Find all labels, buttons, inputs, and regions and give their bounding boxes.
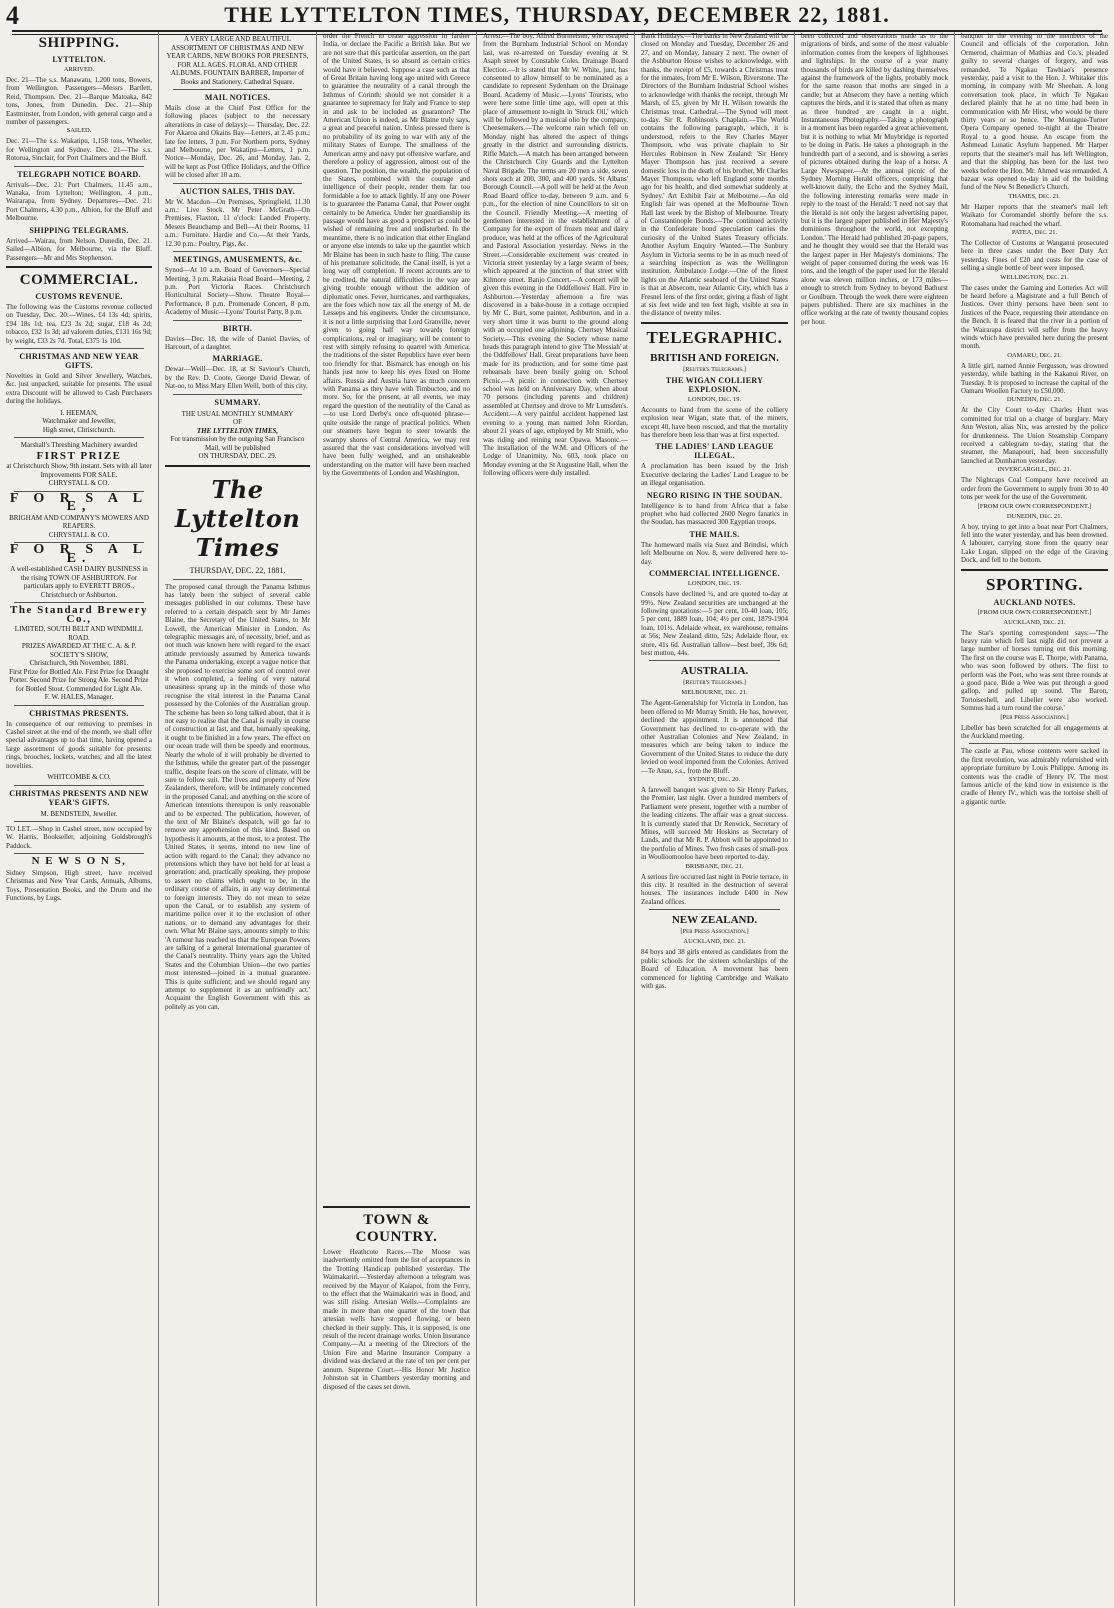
- birth-heading: BIRTH.: [222, 323, 253, 333]
- summary-advert: [165, 410, 310, 461]
- patea-dateline: PATEA, Dec. 21.: [1011, 228, 1058, 236]
- telegraph-notice-text: Arrivals—Dec. 21: Port Chalmers, 11.45 a.m., Wanaka, from Lyttelton; Wellington, 4 p.m., Wairarapa, from Sydney. Departures—Dec. 21: Port Chalmers, 4.30 p.m., Albion, for the Bluff and Melbourne.: [6, 180, 152, 223]
- for-sale-1: F O R S A L E,: [9, 490, 149, 515]
- summary-of: OF: [233, 418, 242, 427]
- commercial-dateline: LONDON, Dec. 19.: [687, 580, 742, 588]
- commercial-intelligence-heading: COMMERCIAL INTELLIGENCE.: [649, 569, 780, 579]
- bendstein-name: M. BENDSTEIN, Jeweller.: [40, 809, 118, 818]
- prizes-awarded: PRIZES AWARDED AT THE C. A. & P. SOCIETY'S SHOW,: [21, 642, 137, 659]
- column-7: [954, 32, 1114, 1606]
- marshall-text: Marshall's Threshing Machinery awarded: [20, 441, 138, 450]
- prizes-date: Christchurch, 9th November, 1881.: [29, 659, 129, 668]
- auckland-dateline: AUCKLAND, Dec. 21.: [683, 938, 746, 946]
- sydney-text: A farewell banquet was given to Sir Henry Parkes, the Premier, last night. Over a hundred members of Parliament were present, together with a number of the leading citizens. The affair was a great success. It is currently stated that Dr Renwick, Secretary of Mines, will succeed Mr Hoskins as Secretary of Lands, and that Mr R. P. Abbott will be appointed to the portfolio of Mines. Two fresh cases of small-pox in Woolloomooloo have been reported to-day.: [641, 786, 788, 862]
- melbourne-dateline: MELBOURNE, Dec. 21.: [681, 689, 748, 697]
- town-country-continued: Arrest.—The boy, Alfred Burmeister, who escaped from the Burnham Industrial School on Monday last, was re-arrested on Tuesday evening at St Asaph street by Constable Coles. Drainage Board Election.—It is stated that Mr W. White, junr, has consented to allow himself to be nominated as a candidate to represent Sydenham on the Drainage Board. Academy of Music.—Lyons' Tourists, who were here some little time ago, will open at this place of amusement to-night in 'Struck Oil,' which will be followed by a musical olio by the company. Cheesemakers.—The welcome rain which fell on Monday night has altered the aspect of things greatly in the district and surrounding districts. Rifle Match.—A match has been arranged between the Christchurch City Guards and the Lyttelton Naval Brigade. The terms are 20 men a side, seven shots each at 200, 300, and 400 yards. St Albans' Borough Council.—A poll will be held at the Avon Road Board office to-day, between 9 a.m. and 6 p.m., for the election of nine Councillors to sit on the Council. Friendly Meeting.—A meeting of gentlemen interested in the establishment of a Company for the export of frozen meat and dairy produce, was held at the offices of the Agricultural and Pastoral Association yesterday. News in the Street.—Considerable excitement was created in Victoria street yesterday by a large swarm of bees, which appeared at the junction of that street with Kilmore street. Banjo Concert.—A concert will be given this evening in the Oddfellows' Hall. Fire in Ashburton.—Yesterday afternoon a fire was discovered in a bake-house in a cottage occupied by Mr C. Burt, some painter, Ashburton, and in a very short time it was burnt to the ground along with an occupied one adjoining. Chertsey Musical Society.—This evening the Society whose name heads this paragraph intend to give 'The Messiah' at the Oddfellows' Hall. Great preparations have been made for its production, and for some time past rehearsals have been busily going on. School Picnic.—A picnic in connection with Chertsey school was held on Anniversary Day, when about 70 persons (including parents and children) assembled at Chertsey and drove to Mr Lumsden's. Accident.—A very painful accident happened last evening to a young man named John Riordan, about 21 years of age, employed by Mr Smith, who was riding and reining near Opawa. Masonic.—The installation of the W.M. and Officers of the Lodge of Unanimity, No. 603, took place on Monday evening at the St Augustine Hall, when the following officers were duly installed.: [483, 32, 628, 478]
- invercargill-dateline: INVERCARGILL, Dec. 21.: [997, 466, 1072, 474]
- brewery-heading: The Standard Brewery Co.,: [10, 604, 148, 625]
- auckland-notes-note: [FROM OUR OWN CORRESPONDENT.]: [977, 608, 1092, 616]
- column-3: [316, 32, 476, 1606]
- brigham-advert: [6, 490, 152, 540]
- negro-rising-text: Intelligence is to hand from Africa that a false prophet who had collected 2600 Negro fanatics in the Soudan, has massacred 300 Egyptian troops.: [641, 501, 788, 527]
- nz-press-note: [Per Press Association.]: [680, 928, 749, 936]
- telegraphic-heading: TELEGRAPHIC.: [646, 327, 783, 347]
- wellington-dateline: WELLINGTON, Dec. 21.: [1000, 273, 1069, 281]
- brewery-sub: LIMITED, SOUTH BELT AND WINDMILL ROAD.: [14, 625, 144, 642]
- dairy-advert: [6, 542, 152, 599]
- summary-sub: THE USUAL MONTHLY SUMMARY: [181, 409, 294, 418]
- prizes-list: First Prize for Bottled Ale. First Prize for Draught Porter. Second Prize for Strong Ale. Second Prize for Bottled Stout. Commended for Light Ale.: [9, 667, 149, 693]
- heeman-advert: [6, 409, 152, 435]
- christmas-ny-heading: CHRISTMAS PRESENTS AND NEW YEAR'S GIFTS.: [9, 788, 149, 807]
- reuters-note: [Reuter's Telegrams.]: [683, 365, 746, 373]
- novelties-text: Novelties in Gold and Silver Jewellery, Watches, &c. just unpacked, suitable for presents. The usual extra Discount will be allowed to Cash Purchasers during the holidays.: [6, 371, 152, 406]
- oamaru-text: A little girl, named Annie Fergusson, was drowned yesterday, while bathing in the Kakanui River, on Tuesday. It is proposed to increase the capital of the Oamaru Woollen Factory to £50,000.: [961, 361, 1108, 396]
- albums-advert: A VERY LARGE AND BEAUTIFUL ASSORTMENT OF CHRISTMAS AND NEW YEAR CARDS, NEW BOOKS FOR PRESENTS, FOR ALL AGES. FLORAL AND OTHER ALBUMS. FOUNTAIN BARBER, Importer of Books and Stationery, Cathedral Square.: [166, 35, 309, 86]
- town-country-continued-3: been collected and observations made as to the migrations of birds, and some of the most valuable information comes from the keepers of lighthouses and lightships. In the course of a year many thousands of birds are killed by dashing themselves against the framework of the lights, probably mock for the same reason that moths are singed in a candle; but at Absecom they have a netting which captures the birds, and it is stated that often as many as three hundred are caught in a night. Instantaneous Photography.—Taking a photograph in a moment has been regarded a great achievement, but it is nothing to what Mr Muybridge is reported to be doing in Paris. He takes a photograph in the hundredth part of a second, and is showing a series of pictures obtained during the leap of a horse. A Large Newspaper.—At the annual picnic of the Sydney Morning Herald officers, comprising that well-known daily, the Echo and the Sydney Mail, the following interesting remarks were made in reply to the toast of the Herald: 'I need not say that the Herald is not only the largest advertising paper, but it is the largest paper published in Her Majesty's dominions throughout the world, not excepting London.' The Herald had published 20-page papers, and he thought they would see that the Herald was the largest paper in Her Majesty's dominions. The weight of paper consumed during the week was 16 tons, and the length of the paper used for the Herald alone was eleven million inches, or 173 miles—enough to stretch from Sydney to beyond Bathurst or Goulburn. Through the week there were eighteen papers published. There are six machines in the office working at the rate of twenty thousand copies per hour.: [801, 32, 948, 326]
- page-number: 4: [6, 1, 19, 30]
- christmas-gifts-heading: CHRISTMAS AND NEW YEAR GIFTS.: [19, 351, 139, 370]
- wigan-text: Accounts to hand from the scene of the colliery explosion near Wigan, state that, of the miners, except 40, have been rescued, and that the mortality has therefore been less than was at first expected.: [641, 405, 788, 440]
- own-correspondent-note: [FROM OUR OWN CORRESPONDENT.]: [977, 502, 1092, 510]
- ladies-land-league-text: A proclamation has been issued by the Irish Executive declaring the Ladies' Land League to be an illegal organisation.: [641, 462, 788, 488]
- new-zealand-heading: NEW ZEALAND.: [671, 914, 758, 927]
- brisbane-dateline: BRISBANE, Dec. 21.: [685, 862, 744, 870]
- heeman-name: I. HEEMAN,: [60, 408, 98, 417]
- masthead: [0, 0, 1114, 28]
- column-4: [476, 32, 634, 1606]
- column-1: [0, 32, 158, 1606]
- dunedin2-dateline: DUNEDIN, Dec. 21.: [1006, 512, 1063, 520]
- brigham-text: BRIGHAM AND COMPANY'S MOWERS AND REAPERS.: [9, 513, 149, 531]
- newspaper-nameplate: The Lyttelton Times: [174, 474, 301, 562]
- brewery-advert: [6, 606, 152, 702]
- summary-heading: SUMMARY.: [214, 397, 261, 407]
- mails-heading: THE MAILS.: [689, 529, 740, 539]
- birth-text: Davies—Dec. 18, the wife of Daniel Davies, of Harcourt, of a daughter.: [165, 334, 310, 351]
- heeman-address: High street, Christchurch.: [42, 425, 116, 434]
- newsons-text: Sidney Simpson, High street, have received Christmas and New Year Cards, Annuals, Albums, Toys, Presentation Books, and the Drum and the Functions, by Lugs.: [6, 868, 152, 902]
- town-country-text: Lower Heathcote Races.—The Moose was inadvertently omitted from the list of acceptances in the Trotting Handicap published yesterday. The Waimakariri.—Yesterday afternoon a telegram was received by the Mayor of Kaiapoi, from the Ferry, to the effect that the Waimakariri was in flood, and was still rising. Artesian Wells.—Complaints are made in more than one quarter of the town that artesian wells have stopped flowing, or been checked in their supply. This, it is supposed, is one result of the recent drainage works. Union Insurance Company.—At a meeting of the Directors of the Union Fire and Marine Insurance Company a dividend was declared at the rate of ten per cent per annum. Supreme Court.—His Honor Mr Justice Johnston sat in Chambers yesterday morning and disposed of the cases set down.: [323, 1248, 470, 1391]
- thames-dateline: THAMES, Dec. 21.: [1008, 192, 1061, 200]
- summary-paper: THE LYTTELTON TIMES,: [196, 426, 279, 435]
- christmas-presents-heading: CHRISTMAS PRESENTS.: [29, 708, 129, 718]
- chrystall-name-2: CHRYSTALL & CO.: [48, 530, 110, 539]
- column-5: [634, 32, 794, 1606]
- auction-sales-text: Mr W. Macdon—On Premises, Springfield, 11.30 a.m.: Live Stock. Mr Peter McGrath—On Premises, Flaxton, 11 o'clock: Landed Property. Mesers Beauchamp and Bell—At their Rooms, 11 a.m.: Furniture. Hardie and Co.—At their Yards, 12.30 p.m.: Poultry, Pigs, &c.: [165, 197, 310, 248]
- shipping-heading: SHIPPING.: [38, 35, 120, 51]
- sailed-text: Dec. 21—The s.s. Wakatipu, 1,158 tons, Wheeler, for Wellington and Sydney. Dec. 21—The s.s. Rotorua, Sinclair, for Port Chalmers and the Bluff.: [6, 137, 152, 163]
- dairy-text: A well-established CASH DAIRY BUSINESS in the rising TOWN OF ASHBURTON. For particulars apply to EVERETT BROS., Christchurch or Ashburton.: [10, 565, 148, 599]
- negro-rising-heading: NEGRO RISING IN THE SOUDAN.: [646, 490, 783, 500]
- auction-sales-heading: AUCTION SALES, THIS DAY.: [179, 186, 296, 196]
- invercargill-text: The Nightcaps Coal Company have received an order from the Government to supply from 30 to 40 tons per week for the use of the Government.: [961, 476, 1108, 502]
- whitcombe-name: WHITCOMBE & CO.: [47, 773, 111, 781]
- commercial-heading: COMMERCIAL.: [19, 271, 139, 288]
- column-2: [158, 32, 316, 1606]
- newsons-advert: [6, 857, 152, 866]
- marshall-advert: [6, 441, 152, 488]
- arrived-label: ARRIVED.: [63, 66, 95, 73]
- sydney-dateline: SYDNEY, Dec. 20.: [688, 776, 741, 783]
- newsons-heading: N E W S O N S,: [31, 855, 127, 868]
- dunedin-dateline: DUNEDIN, Dec. 21.: [1006, 396, 1063, 404]
- patea-text: The Collector of Customs at Wanganui prosecuted here in three cases under the Beer Duty Act yesterday. Fines of £20 and costs for the case of selling a single bottle of beer were imposed.: [961, 238, 1108, 273]
- oamaru-dateline: OAMARU, Dec. 21.: [1007, 351, 1062, 359]
- summary-text: For transmission by the outgoing San Francisco Mail, will be published: [170, 435, 305, 452]
- town-country-continued-2: Bank Holidays.—The banks in New Zealand will be closed on Monday and Tuesday, December 26 and 27, and on Monday, January 2 next. The owner of the Ashburton House wishes to acknowledge, with thanks, the receipt of £5, towards a Christmas treat for the inmates, from Mr E. Wilson, Riverstone. The Directors of the Burnham Industrial School wishes to acknowledge with thanks the receipt, through Mr Marsh, of £5, given by Mr H. Wilson towards the Christmas treat. Cathedral.—The Synod will meet to-day. Sir R. Robinson's Chaplain.—The World contains the following paragraph, which, it is understood, refers to the Rev Charles Mayer Thompson, who was private chaplain to Sir Hercules Robinson in New Zealand: 'Sir Henry Mayer Thompson has just received a severe domestic loss in the death of his brother, Mr Charles Mayer Thompson, who left England some months ago for his health, and died somewhat suddenly at Sydney.' Art Exhibit Fair at Melbourne.—An old English fair was opened at the Melbourne Town Hall last week by the Bishop of Melbourne. Treaty of Constantinople Bonds.—The continued activity in the Confederate bond speculation carries the curiosity of the United States Treasury officials. Another Asylum Enquiry Wanted.—The Sunbury Asylum in Victoria seems to be in as much need of a searching inspection as was the Wellington institution. Ambulance Lodge.—One of the finest lights on the Atlantic seaboard of the United States is that at Absecom, near Atlantic City, which has a Fresnel lens of the first order, giving a flash of light at six feet wide and ten feet high, visible at sea in the distance of twenty miles.: [641, 32, 788, 318]
- column-7-top-text: banquet in the evening to the members of the Council and officials of the corporation. John Ormerod, chairman of Mathias and Co.'s, pleaded guilty to several charges of forgery, and was remanded. Te Ngakau Tawhiao's presence yesterday, paid a visit to the Hon. J. Whitaker this morning, in company with Mr Sheehan. A long conversation took place, in which Te Ngakau declared plainly that he at no time had been in communication with Mr Hirst, who would be there thirty years or so hence. The Montague-Turner Opera Company opened to-night at the Theatre Royal to a good house. An escape from the Ashmead Lunatic Asylum happened. Mr Harper reports that the steamer's mail has left Wellington, and that the shipping has been for the last two weeks before the Hon. Mr. Ahmed was remanded. A bazaar was opened to-day in aid of the building fund of the New St Benedict's Church.: [961, 32, 1108, 192]
- column-6: [794, 32, 954, 1606]
- first-prize: FIRST PRIZE: [36, 449, 122, 462]
- marriage-heading: MARRIAGE.: [212, 354, 263, 364]
- christmas-presents-text: In consequence of our removing to premises in Cashel street at the end of the month, we shall offer special advantages up to that time, having opened a large assortment of goods suitable for presents: rings, brooches, lockets, watches, and all the latest novelties.: [6, 719, 152, 770]
- chrystall-name: CHRYSTALL & CO.: [48, 479, 110, 488]
- british-foreign-heading: BRITISH AND FOREIGN.: [650, 351, 779, 364]
- leader-article-continued: order the French to cease aggression in farther India, or declare the Pacific a British lake. But we are not sure that this particular assertion, on the part of the United States, is so absurd as certain critics would have it believed. Suppose a case such as that of Great Britain having long ago united with Greece to guarantee the neutrality of a canal through the Isthmus of Corinth: should we not consider it a guarantee to supremacy for Italy and France to step in and ask to be included as guarantors? The American Union is indeed, as Mr Blaine truly says, a great and peaceful nation. Unless pressed there is no probability of its going to war with any of the military States of Europe. The smallness of the American army and navy put offensive warfare, and therefore a policy of aggression, almost out of the question. The position, the wealth, the population of the States, combined with the courage and intelligence of their people, render them far too formidable a foe to attack lightly. If any one Power is to guarantee the Panama Canal, that Power ought certainly to be America. Under her guardianship its passage would have as good a prospect as could be wished of remaining free and undisturbed. In the meantime, there is no indication that either England or anyone else intends to take up the gauntlet which Mr Blaine has been in such haste to fling. The cause of his premature solicitude, the Canal itself, is yet a long way off completion. If recent accounts are to be credited, the natural difficulties in the way are giving trouble enough without the addition of diplomatic ones. Fever, hurricanes, and earthquakes, are the foes which now tax all the energy of M. de Lesseps and his engineers. Under the circumstance, it is not a little surprising that Lord Granville, never given to going half way towards foreign complications, real or imaginary, will be content to rest with simply refusing to quarrel with America: the traditions of the sister Republics have ever been too friendly for that. Bismarck has enough on his hands just now to keep his eyes fixed on Home affairs. Russia and Austria have as much concern with Panama as they have with Timbuctoo, and no more. So, for the present, at all events, we may regard the question of the neutrality of the Canal as—to use Lord Derby's once oft-quoted phrase—quite outside the range of practical politics. When our steamers have begun to steer towards the swampy shores of Central America, we may rest assured that the vast considerations involved will have been fully weighed, and an unshakeable understanding on the matter will have been reached by the Governments of London and Washington.: [323, 32, 470, 478]
- sporting-heading: SPORTING.: [986, 574, 1083, 594]
- page-columns: [0, 32, 1114, 1606]
- wellington-text: The cases under the Gaming and Lotteries Act will be heard before a Magistrate and a full Bench of Justices. Over thirty persons have been sent to Justices of the Peace, requesting their attendance on the Bench. It is feared that the river in a portion of the Wairarapa district will suffer from the heavy winds which have prevailed here during the present month.: [961, 283, 1108, 351]
- libeller-text: Libeller has been scratched for all engagements at the Auckland meeting.: [961, 723, 1108, 740]
- summary-date: ON THURSDAY, DEC. 29.: [198, 452, 277, 461]
- melbourne-text: The Agent-Generalship for Victoria in London, has been offered to Mr Murray Smith. He has, however, declined the appointment. It is announced that Government has declined to co-operate with the other Australian Colonies and New Zealand, in measures which are being taken to induce the Government of the United States to reduce the duty levied on wool imported from the Colonies. Arrived—Te Anau, s.s., from the Bluff.: [641, 699, 788, 775]
- to-let-text: TO LET.—Shop in Cashel street, now occupied by W. Harris, Bookseller, adjoining Goldsbrough's Paddock.: [6, 825, 152, 850]
- mails-text: The homeward mails via Suez and Brindisi, which left Melbourne on Nov. 8, were delivered here to-day.: [641, 540, 788, 566]
- customs-text: The following was the Customs revenue collected on Tuesday, Dec. 20:—Wines, £4 13s 4d; spirits, £94 18s 1d; tea, £23 3s 2d; sugar, £18 4s 2d; tobacco, £32 1s 3d; ad valorem duties, £131 16s 9d; by weight, £33 2s 7d. Total, £375 1s 10d.: [6, 302, 152, 345]
- commercial-intelligence-text: Consols have declined ¼, and are quoted to-day at 99½. New Zealand securities are unchanged at the following quotations:—5 per cent, 10-40 loan, 105; 5 per cent, 1889 loan, 104; 4½ per cent, 1879-1904 loan, 101½. Adelaide wheat, ex warehouse, remains at 56s; New Zealand ditto, 52s; Adelaide flour, ex store, 41s 6d. Australian tallow—best beef, 39s 6d; best mutton, 44s.: [641, 590, 788, 657]
- dunedin-text: At the City Court to-day Charles Hunt was committed for trial on a charge of burglary. Mary Ann Weston, alias Nix, was arrested by the police for drunkenness. The Union Steamship Company received a cablegram to-day, stating that the steamer, the Manapouri, had been successfully launched at Dumbarton yesterday.: [961, 406, 1108, 465]
- leader-article: The proposed canal through the Panama Isthmus has lately been the subject of several cable messages published in our columns. These have referred to a certain despatch sent by Mr James Blaine, the Secretary of the United States, to Mr Lowell, the American Minister in London. As telegraphic messages are, of necessity, brief, and as not much was known here with regard to the exact attitude previously assumed by America towards the Panama undertaking, except a vague notice that she proposed to exercise some sort of control over it when completed, a feeling of very natural uneasiness sprang up in the minds of those who recognise the vital interest in the Panama Canal possessed by the Colonies of the Australian group. The scheme has been so long talked about, that it is not easy to realise that the Canal is really in course of construction at last, and that, humanly speaking, it ought to be finished in a few years. The effect on our ocean trade will then be speedy and enormous. Nearly the whole of it will probably be diverted to the Isthmus, while the greater part of the passenger traffic, despite fears on the score of climate, will be sure to follow suit. The lives and property of New Zealanders, therefore, will be intimately concerned in the proposed Canal, and anything on the score of American intentions thereupon is only reasonable and to be expected. The publication, however, of the text of Mr Blaine's despatch, will go far to remove any apprehension of this kind. Based on hypothesis it amounts, at the most, to a protest. The United States, it seems, intend no new line of action with regard to the Canal; they advance no pretensions which they have not held for at least a generation: and, practically speaking, they propose to assert no claims which ought to be, in the ordinary course of affairs, in any way detrimental to foreign interests. They do not mean to seize upon the Canal, or to establish any system of maritime police over it to the exclusion of other nations, or to demand any advantages for their own. What Mr Blaine says, amounts simply to this: 'A rumour has reached us that the European Powers are talking of a general International guarantee of the Canal's neutrality. Thirty years ago the United States and the Columbian Union—the two parties most interested—joined in a mutual guarantee. This is quite sufficient; and we should regard any attempt to supplement it as an unfriendly act.' Acquaint the English Government with this as politely as you can.: [165, 582, 310, 1011]
- shipping-telegrams-text: Arrived—Wairau, from Nelson. Dunedin, Dec. 21. Sailed—Albion, for Melbourne, via the Bluff. Passengers—Mr and Mrs Stephenson.: [6, 236, 152, 262]
- nameplate-date: THURSDAY, DEC. 22, 1881.: [189, 565, 286, 575]
- castle-text: The castle at Pau, whose contents were sacked in the first revolution, was admirably refurnished with appropriate furniture by Louis Philippe. Among its contents was the cradle of Henry IV. The most famous article of the kind now in existence is the cradle of Henry IV., which was the tortoise shell of a gigantic turtle.: [961, 747, 1108, 806]
- for-sale-2: F O R S A L E.: [9, 542, 149, 566]
- first-prize-sub: at Christchurch Show, 9th instant. Sets with all later Improvements FOR SALE.: [6, 462, 152, 479]
- customs-heading: CUSTOMS REVENUE.: [35, 291, 123, 301]
- marriage-text: Dewar—Weill—Dec. 18, at St Saviour's Church, by the Rev. D. Coote, George David Dewar, of Nat-oo, to Miss Mary Ellen Weill, both of this city.: [165, 365, 310, 391]
- australia-note: [Reuter's Telegrams.]: [683, 679, 746, 687]
- sailed-label: SAILED.: [66, 127, 92, 135]
- port-heading: LYTTELTON.: [52, 55, 106, 64]
- newspaper-title: THE LYTTELTON TIMES, THURSDAY, DECEMBER 22, 1881.: [224, 2, 890, 27]
- australia-heading: AUSTRALIA.: [680, 665, 749, 678]
- thames-text: Mr Harper reports that the steamer's mail left Waikato for Coromandel shortly before the s.s. Rotomahana had reached the wharf.: [961, 202, 1108, 228]
- arrived-text: Dec. 21—The s.s. Manawatu, 1,200 tons, Bowers, from Wellington. Passengers—Messrs Bartlett, Reid, Thompson. Dec. 21—Barque Matoaka, 842 tons, Jones, from Dunedin. Dec. 21—Ship Eastminster, from London, with general cargo and a number of passengers.: [6, 76, 152, 127]
- shipping-telegrams-heading: SHIPPING TELEGRAMS.: [29, 225, 129, 235]
- brisbane-text: A serious fire occurred last night in Petrie terrace, in this city. It resulted in the destruction of several houses. The insurances include £400 in New Zealand offices.: [641, 872, 788, 906]
- auckland-text: 84 boys and 38 girls entered as candidates from the public schools for the sixteen scholarships of the Board of Education. A movement has been commenced for lighting Cambridge and Waikato with gas.: [641, 948, 788, 990]
- meetings-heading: MEETINGS, AMUSEMENTS, &c.: [173, 255, 302, 265]
- telegraph-notice-heading: TELEGRAPH NOTICE BOARD.: [17, 169, 141, 179]
- meetings-text: Synod—At 10 a.m. Board of Governors—Special Meeting, 3 p.m. Rakaiaia Road Board—Meeting, 2 p.m. Port Victoria Races. Christchurch Horticultural Society—Show. Theatre Royal—Performance, 8 p.m. Promenade Concert, 8 p.m. Academy of Music—Lyons' Tourist Party, 8 p.m.: [165, 266, 310, 317]
- hales-name: F. W. HALES, Manager.: [44, 693, 114, 702]
- mail-notices-heading: MAIL NOTICES.: [204, 93, 271, 102]
- auckland-notes-heading: AUCKLAND NOTES.: [993, 597, 1076, 607]
- auckland-notes-dateline: AUCKLAND, Dec. 21.: [1003, 618, 1066, 626]
- press-association-note: [Per Press Association.]: [1000, 713, 1069, 721]
- wigan-dateline: LONDON, Dec. 19.: [687, 395, 742, 403]
- wigan-heading: THE WIGAN COLLIERY EXPLOSION.: [665, 375, 764, 394]
- mail-notices-text: Mails close at the Chief Post Office for the following places (subject to the necessary alterations in case of delays):— Thursday, Dec. 22. For Akaroa and Okains Bay—Letters, at 2.45 p.m.; late fee letters, 3 p.m. For Northern ports, Sydney and Melbourne, per Wakatipu—Letters, 1 p.m. Notice—Monday, Dec. 26, and Monday, Jan. 2, will be kept as Post Office Holidays, and the Office will be closed after 10 a.m.: [165, 104, 310, 180]
- auckland-notes-text: The Star's sporting correspondent says:—'The heavy rain which fell last night did not prevent a large number of horses turning out this morning. The first on the course was E. Thorpe, with Panama, who was soon followed by others. The first to perform was the Poet, who was sent three rounds at a good pace. Bide a Wee was put through a good gallop, and pulled up sound. The Baron, Tortoiseshell, and Libeller were also worked. Somnus had a turn round the course.': [961, 628, 1108, 713]
- ladies-land-league-heading: THE LADIES' LAND LEAGUE ILLEGAL.: [655, 442, 774, 461]
- dunedin2-text: A boy, trying to get into a boat near Port Chalmers, fell into the water yesterday, and has been drowned. A labourer, carrying stone from the quarry near Lake Logan, slipped on the edge of the Graving Dock, and fell to the bottom.: [961, 522, 1108, 565]
- town-country-heading: TOWN & COUNTRY.: [355, 1212, 438, 1245]
- heeman-title: Watchmaker and Jeweller,: [42, 417, 116, 426]
